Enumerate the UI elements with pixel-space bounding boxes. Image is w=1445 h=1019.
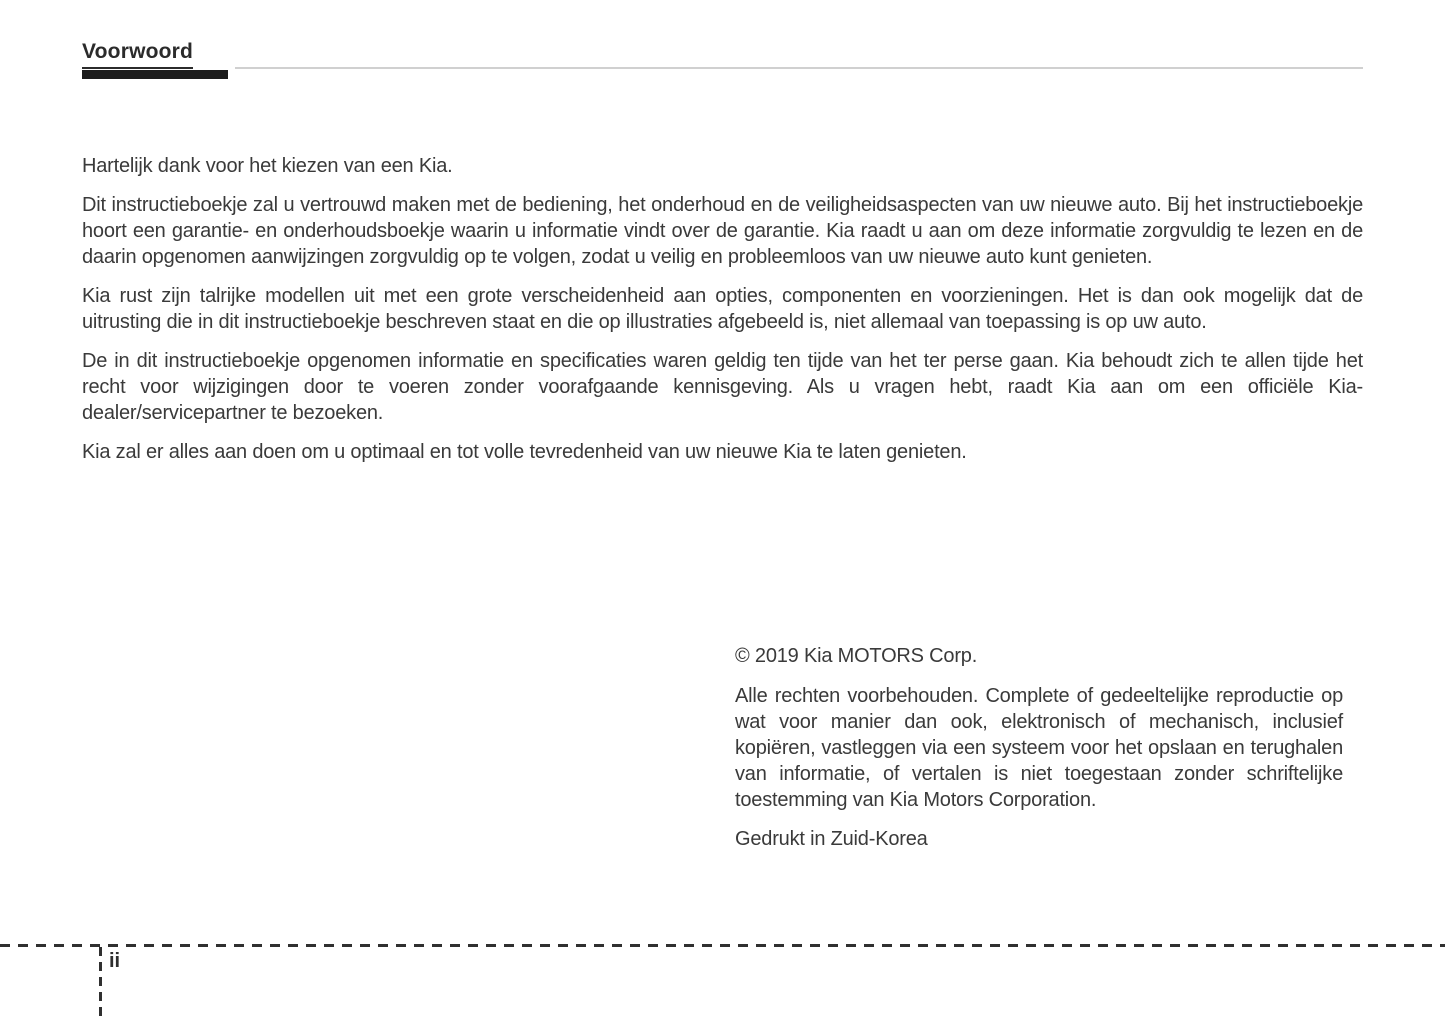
- title-underline-bar: [82, 70, 228, 79]
- copyright-notice: © 2019 Kia MOTORS Corp.: [735, 645, 978, 667]
- page-number: ii: [109, 950, 121, 972]
- body-paragraph: Kia zal er alles aan doen om u optimaal en tot volle tevredenheid van uw nieuwe Kia te laten genieten.: [82, 441, 967, 463]
- body-paragraph: De in dit instructieboekje opgenomen informatie en specificaties waren geldig ten tijde van het ter perse gaan. Kia behoudt zich te allen tijde het recht voor wijzigingen door te voeren zonder voorafgaande kennisgeving. Als u vragen hebt, raadt Kia aan om een officiële Kia-dealer/servicepartner te bezoeken.: [82, 350, 1363, 424]
- body-paragraph: Dit instructieboekje zal u vertrouwd maken met de bediening, het onderhoud en de veiligheidsaspecten van uw nieuwe auto. Bij het instructieboekje hoort een garantie- en onderhoudsboekje waarin u informatie vindt over de garantie. Kia raadt u aan om deze informatie zorgvuldig te lezen en de daarin opgenomen aanwijzingen zorgvuldig op te volgen, zodat u veilig en probleemloos van uw nieuwe auto kunt genieten.: [82, 194, 1363, 268]
- page-title: Voorwoord: [82, 40, 193, 69]
- footer-vertical-line: [99, 947, 102, 1019]
- body-paragraph: Hartelijk dank voor het kiezen van een Kia.: [82, 155, 453, 177]
- copyright-body: Alle rechten voorbehouden. Complete of gedeeltelijke reproductie op wat voor manier dan ook, elektronisch of mechanisch, inclusief kopiëren, vastleggen via een systeem voor het opslaan en terughalen van informatie, of vertalen is niet toegestaan zonder schriftelijke toestemming van Kia Motors Corporation.: [735, 685, 1343, 811]
- copyright-block: [735, 643, 1343, 852]
- header-rule: [235, 67, 1363, 69]
- printed-in-country: Gedrukt in Zuid-Korea: [735, 828, 928, 850]
- body-text: [82, 153, 1363, 465]
- page-header: [82, 40, 1363, 100]
- footer-dashed-line: [0, 944, 1445, 947]
- body-paragraph: Kia rust zijn talrijke modellen uit met een grote verscheidenheid aan opties, componenten en voorzieningen. Het is dan ook mogelijk dat de uitrusting die in dit instructieboekje beschreven staat en die op illustraties afgebeeld is, niet allemaal van toepassing is op uw auto.: [82, 285, 1363, 333]
